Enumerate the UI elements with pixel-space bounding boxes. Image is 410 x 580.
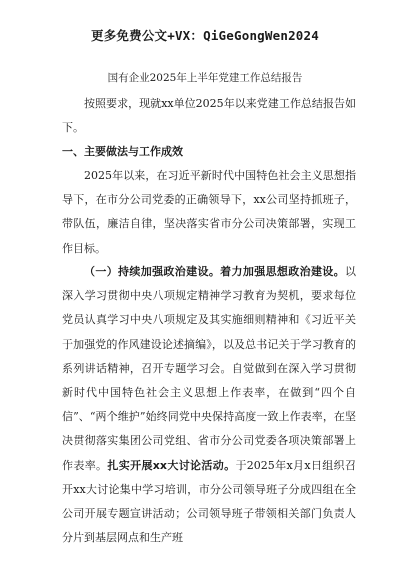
document-title: 国有企业2025年上半年党建工作总结报告 xyxy=(107,72,303,84)
inline-bold-heading: 扎实开展xx大讨论活动。 xyxy=(107,458,236,472)
paragraph-text: 于2025年x月x日组织召开xx大讨论集中学习培训，市分公司领导班子分成四组在全公司开展专题宣讲活动；公司领导班子带领相关部门负责人分片到基层网点和生产班 xyxy=(62,458,357,545)
section-heading: 一、主要做法与工作成效 xyxy=(62,145,183,158)
intro-paragraph: 按照要求，现就xx单位2025年以来党建工作总结报告如下。 xyxy=(62,97,356,135)
promo-banner: 更多免费公文+VX：QiGeGongWen2024 xyxy=(91,28,319,43)
section-paragraph-2 xyxy=(62,260,356,550)
paragraph-text: 以深入学习贯彻中央八项规定精神学习教育为契机，要求每位党员认真学习中央八项规定及其实施细则精神和《习近平关于加强党的作风建设论述摘编》，以及总书记关于学习教育的系列讲话精神，召开专题学习会。自觉做到在深入学习贯彻新时代中国特色社会主义思想上作表率，在做到“四个自信”、“两个维护”始终同党中央保持高度一致上作表率，在坚决贯彻落实集团公司党组、省市分公司党委各项决策部署上作表率。 xyxy=(62,265,356,472)
section-paragraph-1: 2025年以来，在习近平新时代中国特色社会主义思想指导下，在市分公司党委的正确领导下，xx公司坚持抓班子，带队伍，廉洁自律，坚决落实省市分公司决策部署，实现工作目标。 xyxy=(62,169,356,255)
subsection-heading: （一）持续加强政治建设。着力加强思想政治建设。 xyxy=(84,265,345,278)
